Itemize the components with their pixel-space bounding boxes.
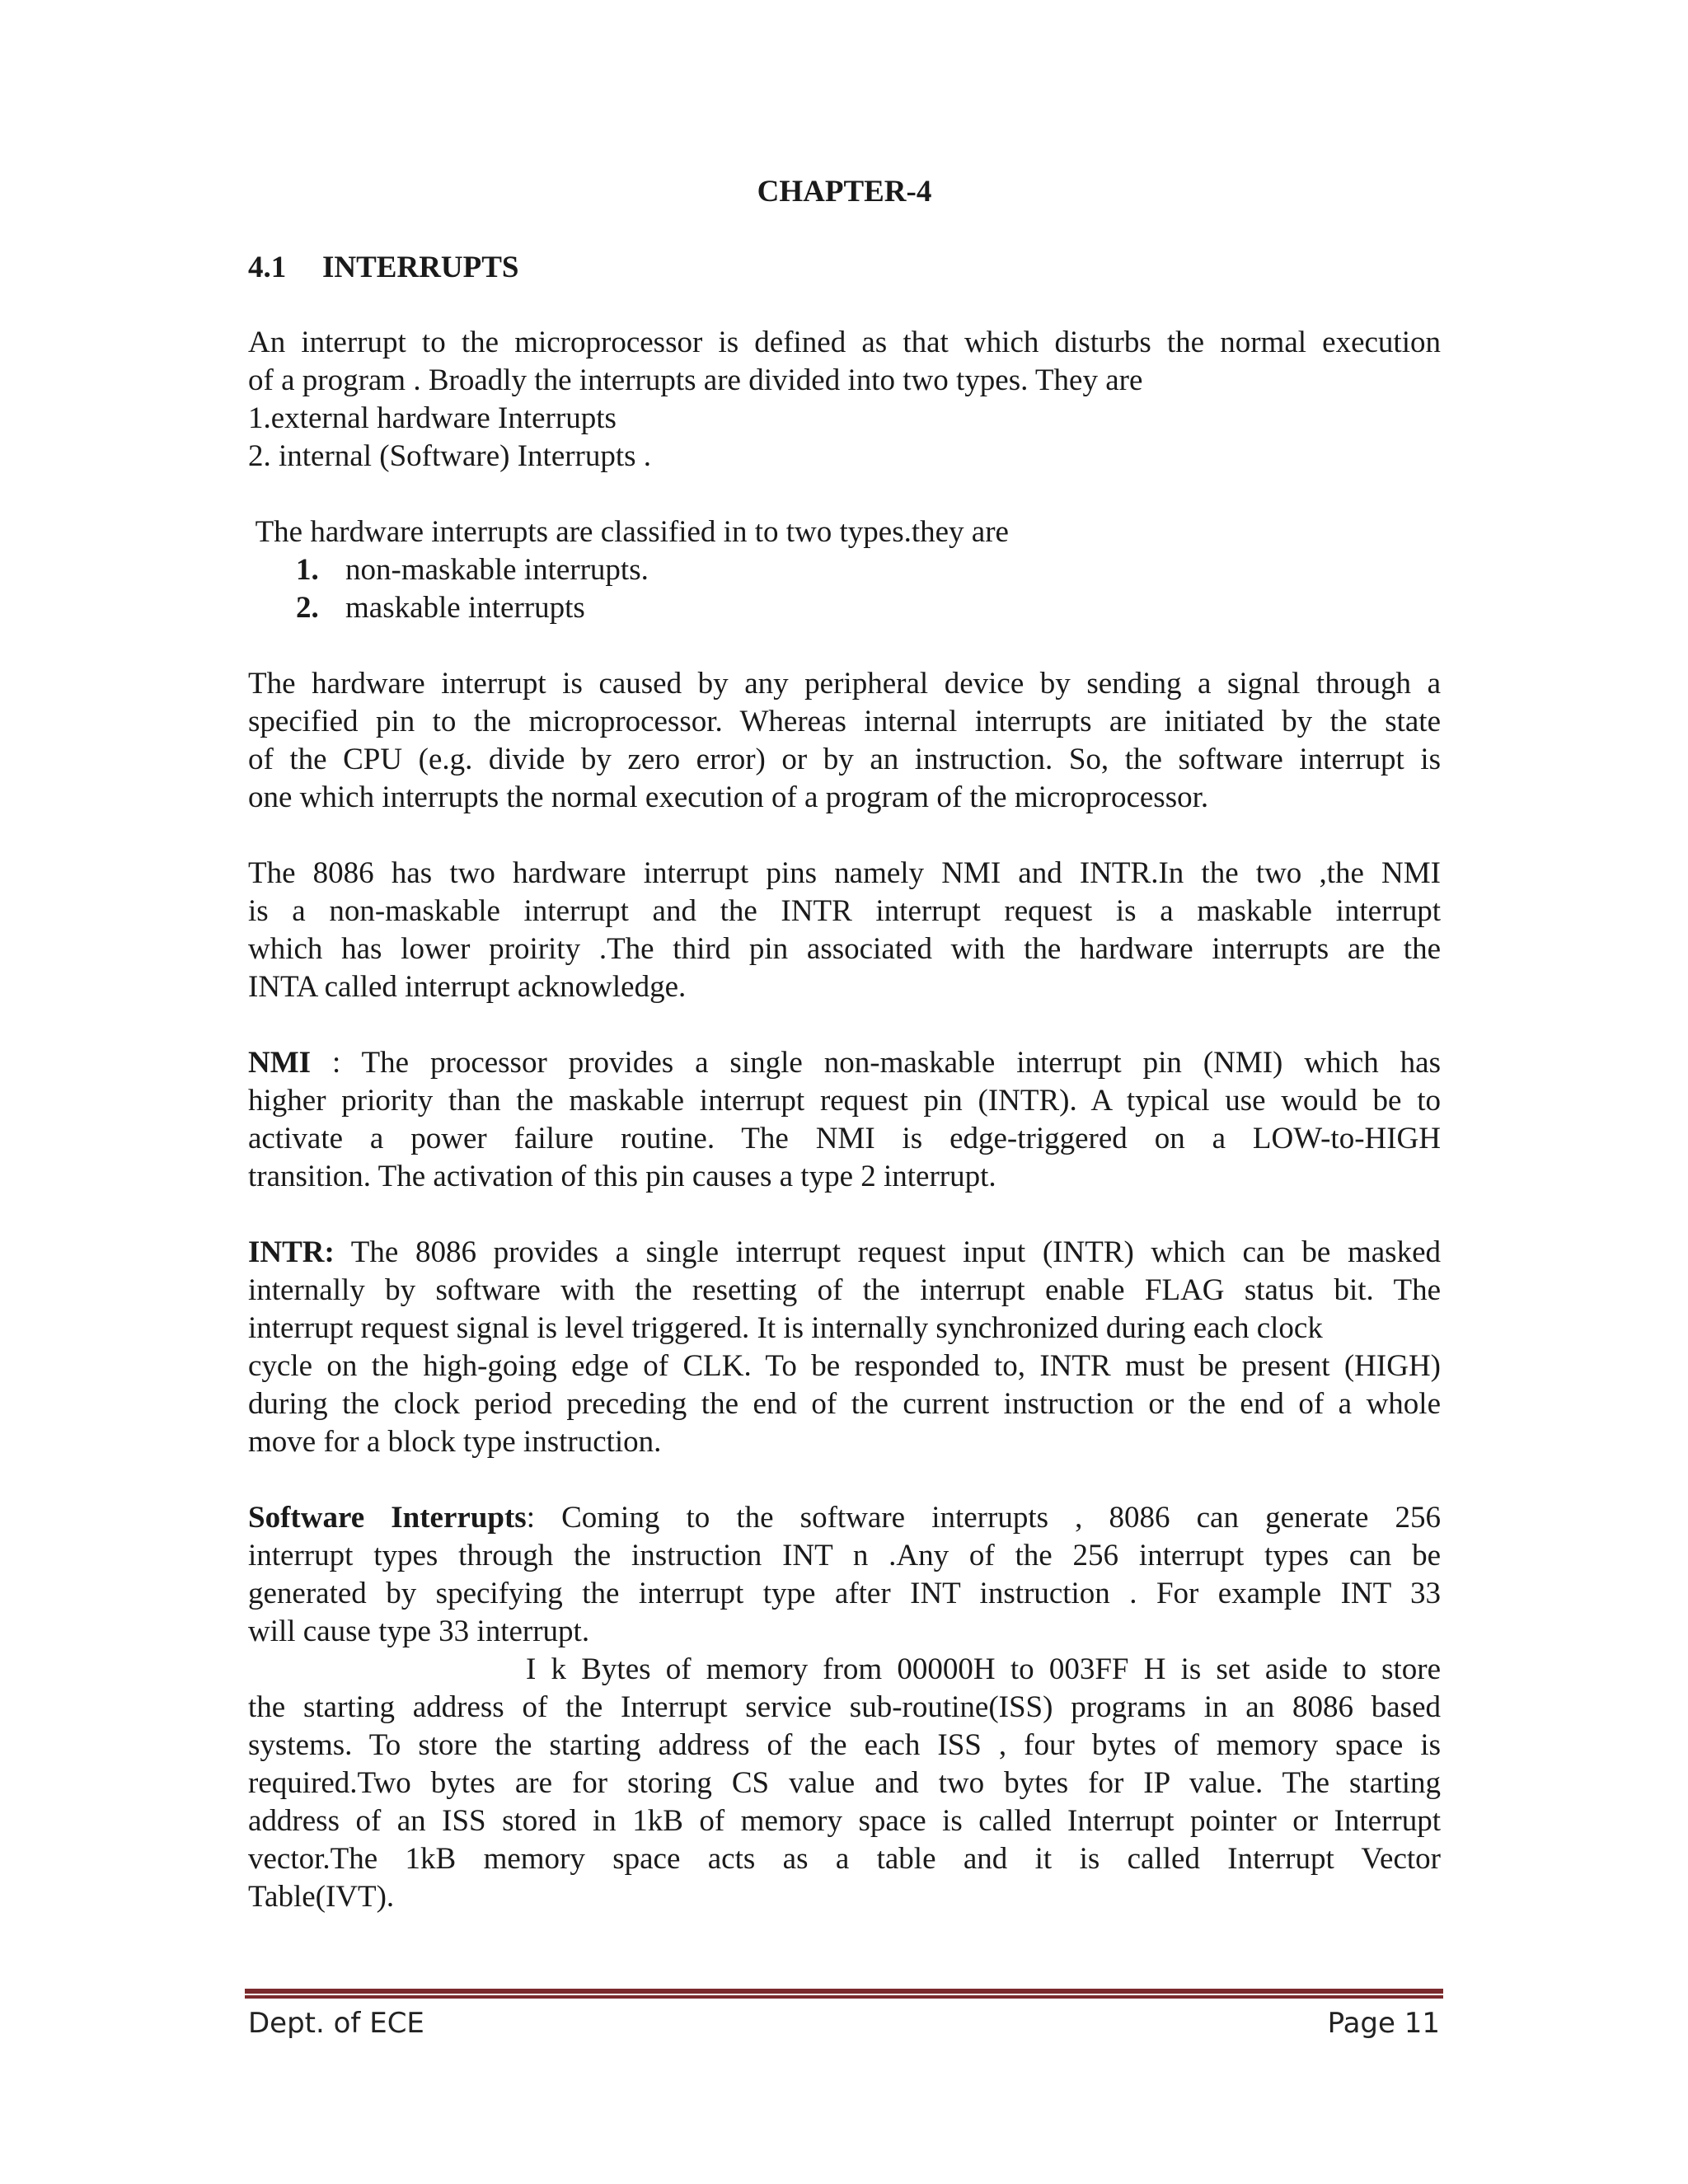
paragraph-line: address of an ISS stored in 1kB of memory space is called Interrupt pointer or Interrupt (248, 1804, 1441, 1838)
paragraph-line: specified pin to the microprocessor. Whereas internal interrupts are initiated by the state (248, 705, 1441, 738)
chapter-heading: CHAPTER-4 (757, 175, 932, 209)
footer-rule-thick (245, 1989, 1443, 1994)
intr-text: The 8086 provides a single interrupt request input (INTR) which can be masked (334, 1235, 1441, 1269)
paragraph-line: cycle on the high-going edge of CLK. To be responded to, INTR must be present (HIGH) (248, 1349, 1441, 1383)
intro-list-item: 2. internal (Software) Interrupts . (248, 439, 652, 473)
paragraph-line: will cause type 33 interrupt. (248, 1615, 590, 1648)
software-label: Software Interrupts (248, 1501, 527, 1535)
paragraph-line: activate a power failure routine. The NMI is edge-triggered on a LOW-to-HIGH (248, 1122, 1441, 1155)
paragraph-line: Table(IVT). (248, 1880, 395, 1914)
paragraph-line: which has lower proirity .The third pin associated with the hardware interrupts are the (248, 932, 1441, 966)
list-number: 1. (296, 553, 319, 587)
paragraph-line: The hardware interrupt is caused by any peripheral device by sending a signal through a (248, 667, 1441, 701)
paragraph-line: is a non-maskable interrupt and the INTR interrupt request is a maskable interrupt (248, 894, 1441, 928)
hardware-types-lead: The hardware interrupts are classified in to two types.they are (248, 515, 1009, 549)
paragraph-line: interrupt types through the instruction INT n .Any of the 256 interrupt types can be (248, 1539, 1441, 1572)
paragraph-line: higher priority than the maskable interrupt request pin (INTR). A typical use would be to (248, 1084, 1441, 1118)
paragraph-line: the starting address of the Interrupt service sub-routine(ISS) programs in an 8086 based (248, 1690, 1441, 1724)
list-item (296, 551, 649, 589)
paragraph-line: of the CPU (e.g. divide by zero error) or by an instruction. So, the software interrupt is (248, 743, 1441, 776)
paragraph-line: required.Two bytes are for storing CS value and two bytes for IP value. The starting (248, 1766, 1441, 1800)
section-heading (248, 249, 519, 287)
paragraph-line: vector.The 1kB memory space acts as a table and it is called Interrupt Vector (248, 1842, 1441, 1876)
paragraph-line: generated by specifying the interrupt type after INT instruction . For example INT 33 (248, 1577, 1441, 1610)
paragraph-line: during the clock period preceding the end of the current instruction or the end of a whole (248, 1387, 1441, 1421)
paragraph-line: I k Bytes of memory from 00000H to 003FF H is set aside to store (526, 1652, 1441, 1686)
nmi-label: NMI (248, 1046, 312, 1080)
nmi-text: : The processor provides a single non-maskable interrupt pin (NMI) which has (311, 1046, 1441, 1080)
paragraph-line: one which interrupts the normal execution of a program of the microprocessor. (248, 780, 1209, 814)
intro-line: An interrupt to the microprocessor is defined as that which disturbs the normal execution (248, 326, 1441, 359)
section-number: 4.1 (248, 251, 287, 284)
intr-paragraph-first-line (248, 1234, 1441, 1272)
paragraph-line: interrupt request signal is level triggered. It is internally synchronized during each clock (248, 1311, 1323, 1345)
intro-list-item: 1.external hardware Interrupts (248, 401, 617, 435)
list-item (296, 589, 585, 627)
footer-page-number: Page 11 (1327, 2007, 1440, 2040)
list-text: non-maskable interrupts. (345, 553, 649, 587)
list-text: maskable interrupts (345, 591, 585, 625)
software-text: : Coming to the software interrupts , 8086 can generate 256 (526, 1501, 1441, 1535)
footer-rule (245, 1989, 1443, 1999)
paragraph-line: move for a block type instruction. (248, 1425, 662, 1459)
paragraph-line: INTA called interrupt acknowledge. (248, 970, 687, 1004)
list-number: 2. (296, 591, 319, 625)
footer-department: Dept. of ECE (248, 2007, 424, 2040)
section-title: INTERRUPTS (322, 251, 519, 284)
paragraph-line: transition. The activation of this pin causes a type 2 interrupt. (248, 1160, 996, 1193)
paragraph-line: The 8086 has two hardware interrupt pins namely NMI and INTR.In the two ,the NMI (248, 856, 1441, 890)
footer-rule-thin (245, 1995, 1443, 1999)
intr-label: INTR: (248, 1235, 335, 1269)
software-paragraph-first-line (248, 1499, 1441, 1537)
intro-line: of a program . Broadly the interrupts are divided into two types. They are (248, 363, 1143, 397)
nmi-paragraph-first-line (248, 1044, 1441, 1082)
paragraph-line: internally by software with the resetting of the interrupt enable FLAG status bit. The (248, 1273, 1441, 1307)
paragraph-line: systems. To store the starting address of the each ISS , four bytes of memory space is (248, 1728, 1441, 1762)
